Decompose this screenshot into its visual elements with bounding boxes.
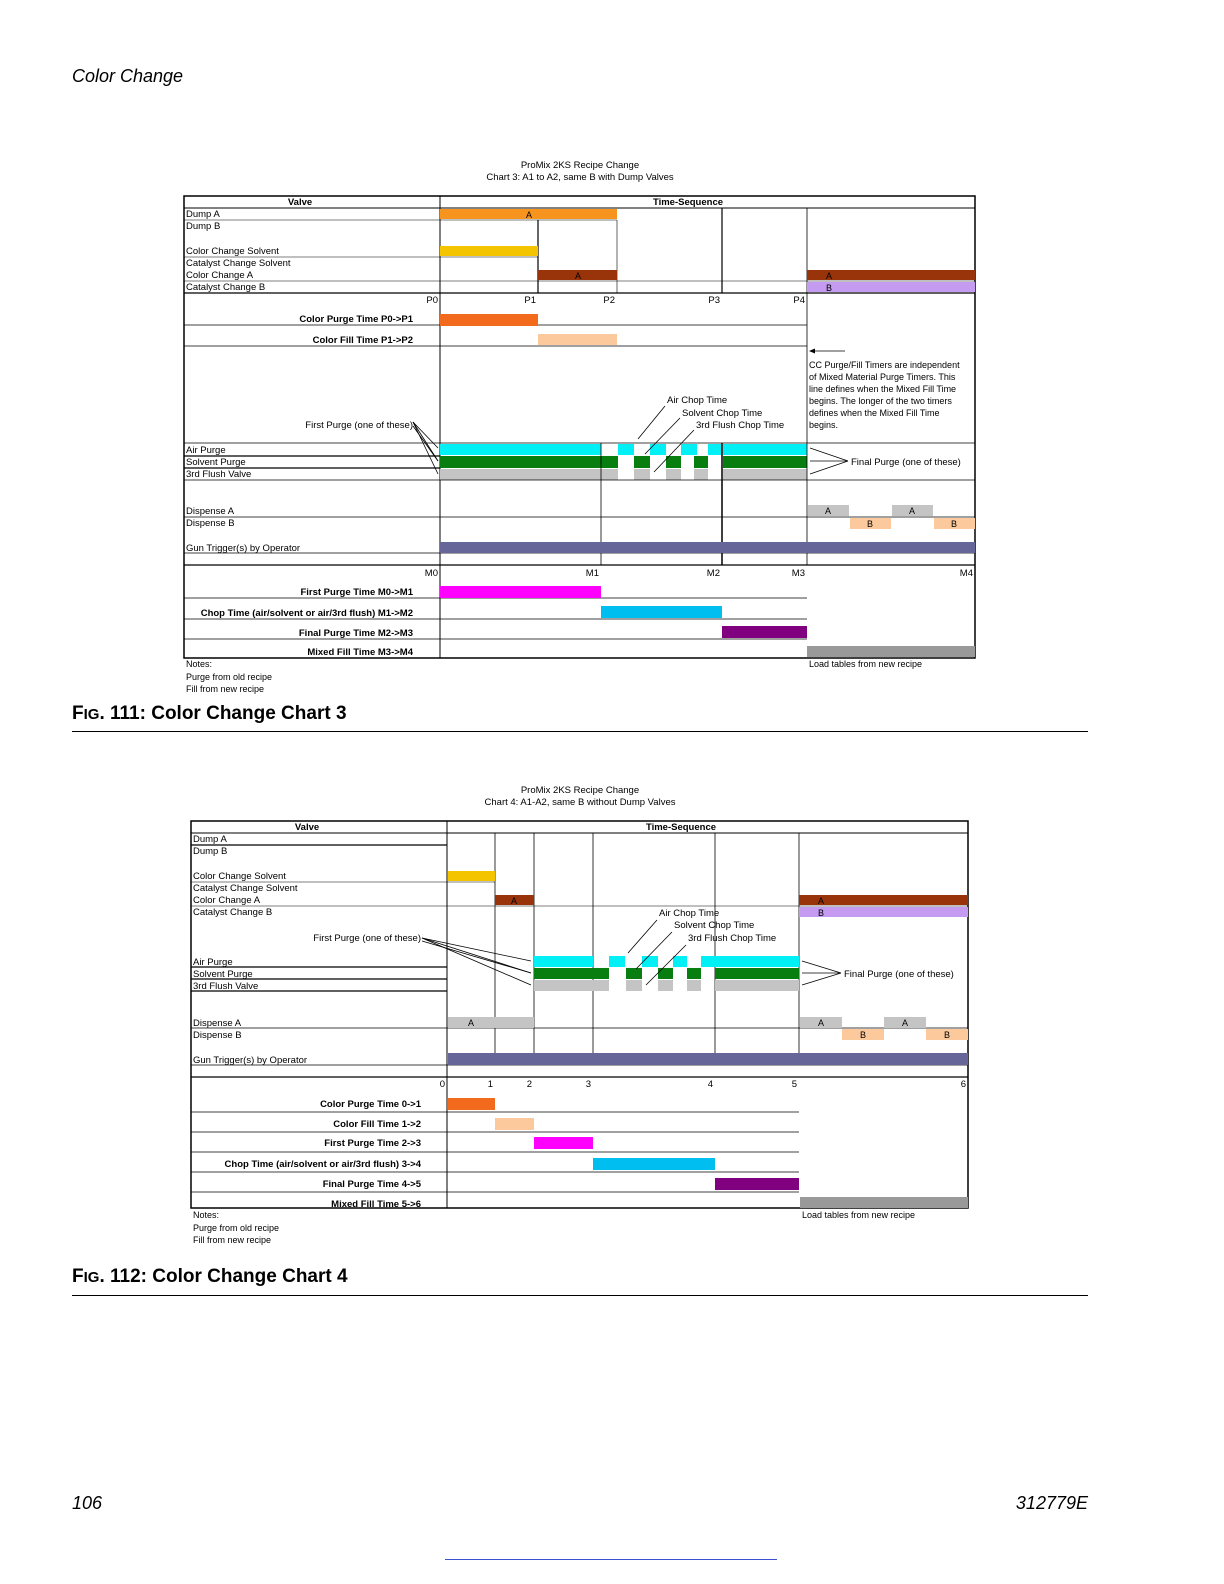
notes-line: Notes: — [186, 659, 213, 669]
gun-trigger-bar — [440, 542, 975, 553]
tick-label: M4 — [959, 568, 973, 579]
catalyst-b-bar — [799, 907, 968, 917]
final-purge-label: Final Purge (one of these) — [851, 457, 961, 468]
purge-label: Air Purge — [193, 957, 233, 968]
fig111-rule — [72, 731, 1088, 732]
chop-label: Solvent Chop Time — [674, 920, 755, 931]
timer-label: Color Purge Time P0->P1 — [299, 314, 413, 325]
valve-label: Color Change A — [193, 895, 261, 906]
dispense-a-bar — [448, 1017, 534, 1028]
third-flush-bars — [534, 980, 799, 991]
dispense-label: Dispense A — [193, 1018, 242, 1029]
valve-label: Dump A — [186, 209, 220, 220]
timer-label: Mixed Fill Time 5->6 — [331, 1199, 421, 1210]
notes-line: Fill from new recipe — [193, 1235, 272, 1245]
purge-label: Solvent Purge — [186, 457, 246, 468]
valve-label: Catalyst Change B — [186, 282, 266, 293]
final-purge-label: Final Purge (one of these) — [844, 969, 954, 980]
timer-label: First Purge Time 2->3 — [324, 1138, 421, 1149]
bar-label: A — [467, 1018, 475, 1028]
timer-label: Final Purge Time M2->M3 — [298, 628, 413, 639]
timer-label: Mixed Fill Time M3->M4 — [307, 647, 413, 658]
valve-label: Catalyst Change Solvent — [186, 258, 291, 269]
dispense-label: Dispense A — [186, 506, 235, 517]
valve-label: Dump B — [186, 221, 221, 232]
bar-label: A — [510, 896, 518, 906]
tick-label: P4 — [793, 295, 805, 306]
fig112-rule — [72, 1295, 1088, 1296]
chart3-m-axis — [425, 568, 973, 579]
color-change-a-bar — [807, 270, 975, 280]
note-line: begins. — [809, 420, 839, 430]
bar-label: A — [574, 271, 582, 281]
chop-label: Air Chop Time — [667, 395, 728, 406]
note-line: begins. The longer of the two timers — [809, 396, 952, 406]
gun-label: Gun Trigger(s) by Operator — [186, 543, 301, 554]
final-purge-time-bar — [722, 626, 807, 638]
bar-label: A — [824, 506, 832, 516]
valve-label: Dump A — [193, 834, 227, 845]
purge-label: 3rd Flush Valve — [193, 981, 259, 992]
timer-label: Chop Time (air/solvent or air/3rd flush) M1->M2 — [200, 608, 413, 619]
note-line: defines when the Mixed Fill Time — [809, 408, 940, 418]
notes-line: Notes: — [193, 1210, 220, 1220]
chop-time-bar — [593, 1158, 715, 1170]
timer-label: Color Fill Time P1->P2 — [312, 335, 413, 346]
bar-label: A — [525, 210, 533, 220]
bar-label: B — [866, 519, 874, 529]
bar-label: B — [950, 519, 958, 529]
tick-label: 2 — [526, 1079, 532, 1090]
bar-label: B — [825, 283, 833, 293]
dispense-label: Dispense B — [186, 518, 235, 529]
first-purge-time-bar — [440, 586, 601, 598]
first-purge-time-bar — [534, 1137, 593, 1149]
air-purge-bars — [534, 956, 799, 967]
bar-label: A — [825, 271, 833, 281]
chart4-title: ProMix 2KS Recipe Change — [520, 785, 640, 796]
first-purge-label: First Purge (one of these) — [313, 933, 421, 944]
tick-label: P2 — [603, 295, 615, 306]
bar-label: A — [817, 1018, 825, 1028]
chart4-col-valve: Valve — [294, 822, 320, 833]
chart3-title: ProMix 2KS Recipe Change — [520, 160, 640, 171]
chart4-subtitle: Chart 4: A1-A2, same B without Dump Valves — [484, 797, 676, 808]
chop-label: Air Chop Time — [659, 908, 720, 919]
note-line: line defines when the Mixed Fill Time — [809, 384, 957, 394]
valve-label: Color Change A — [186, 270, 254, 281]
valve-label: Dump B — [193, 846, 228, 857]
color-purge-bar — [448, 1098, 495, 1110]
tick-label: 3 — [585, 1079, 591, 1090]
chop-label: 3rd Flush Chop Time — [696, 420, 785, 431]
tick-label: 4 — [707, 1079, 713, 1090]
chart3-diagram — [0, 150, 1224, 700]
bottom-link-rule — [445, 1559, 777, 1560]
cc-timer-note — [809, 360, 960, 430]
valve-label: Color Change Solvent — [193, 871, 286, 882]
fig-prefix: F — [72, 703, 84, 724]
solvent-purge-bars — [440, 456, 807, 468]
final-purge-time-bar — [715, 1178, 799, 1190]
fig111-caption — [72, 703, 347, 725]
tick-label: M0 — [424, 568, 438, 579]
first-purge-label: First Purge (one of these) — [305, 420, 413, 431]
valve-label: Color Change Solvent — [186, 246, 279, 257]
fig-prefix: F — [72, 1266, 84, 1287]
bar-label: A — [817, 896, 825, 906]
chart4-col-time: Time-Sequence — [645, 822, 717, 833]
gun-trigger-bar — [448, 1053, 968, 1065]
valve-label: Catalyst Change Solvent — [193, 883, 298, 894]
chart3-col-valve: Valve — [287, 197, 313, 208]
dispense-label: Dispense B — [193, 1030, 242, 1041]
tick-label: 6 — [960, 1079, 966, 1090]
note-line: of Mixed Material Purge Timers. This — [809, 372, 956, 382]
fig-label: . 112: Color Change Chart 4 — [99, 1266, 348, 1287]
tick-label: 1 — [487, 1079, 493, 1090]
chop-time-bar — [601, 606, 722, 618]
purge-label: Air Purge — [186, 445, 226, 456]
tick-label: M3 — [791, 568, 805, 579]
bar-label: A — [908, 506, 916, 516]
bar-label: B — [859, 1030, 867, 1040]
note-line: CC Purge/Fill Timers are independent — [809, 360, 960, 370]
color-purge-bar — [440, 314, 538, 326]
chop-label: Solvent Chop Time — [682, 408, 763, 419]
timer-label: Color Fill Time 1->2 — [333, 1119, 421, 1130]
timer-label: Chop Time (air/solvent or air/3rd flush) 3->4 — [224, 1159, 421, 1170]
bar-label: A — [901, 1018, 909, 1028]
section-header: Color Change — [72, 66, 184, 86]
solvent-bar — [440, 246, 538, 256]
fig-prefix-small: IG — [83, 1269, 100, 1286]
chart3-valve-labels — [186, 209, 291, 293]
notes-line: Purge from old recipe — [193, 1223, 280, 1233]
mixed-fill-time-bar — [800, 1197, 968, 1208]
chop-label: 3rd Flush Chop Time — [688, 933, 777, 944]
color-change-a-bar — [799, 895, 968, 905]
chart3-subtitle: Chart 3: A1 to A2, same B with Dump Valves — [486, 172, 674, 183]
timer-label: Color Purge Time 0->1 — [320, 1099, 421, 1110]
chart3-col-time: Time-Sequence — [652, 197, 724, 208]
fig-prefix-small: IG — [83, 706, 100, 723]
chart4-axis — [440, 1079, 966, 1090]
air-purge-bars — [440, 444, 807, 455]
page-number: 106 — [72, 1493, 103, 1513]
timer-label: First Purge Time M0->M1 — [300, 587, 413, 598]
purge-label: Solvent Purge — [193, 969, 253, 980]
tick-label: 5 — [791, 1079, 797, 1090]
tick-label: M1 — [585, 568, 599, 579]
tick-label: M2 — [706, 568, 720, 579]
mixed-fill-time-bar — [807, 646, 975, 657]
chart4-diagram — [0, 775, 1224, 1250]
valve-label: Catalyst Change B — [193, 907, 273, 918]
purge-label: 3rd Flush Valve — [186, 469, 252, 480]
tick-label: 0 — [439, 1079, 445, 1090]
fig112-caption — [72, 1266, 348, 1288]
tick-label: P3 — [708, 295, 720, 306]
catalyst-b-bar — [807, 282, 975, 292]
solvent-bar — [448, 871, 495, 881]
load-tables-note: Load tables from new recipe — [809, 659, 923, 669]
chart3-p-axis — [426, 295, 805, 306]
notes-line: Fill from new recipe — [186, 684, 265, 694]
bar-label: B — [943, 1030, 951, 1040]
fig-label: . 111: Color Change Chart 3 — [99, 703, 347, 724]
bar-label: B — [817, 908, 825, 918]
notes-line: Purge from old recipe — [186, 672, 273, 682]
chart4-frame — [191, 821, 968, 1208]
tick-label: P1 — [524, 295, 536, 306]
load-tables-note: Load tables from new recipe — [802, 1210, 916, 1220]
gun-label: Gun Trigger(s) by Operator — [193, 1055, 308, 1066]
solvent-purge-bars — [534, 968, 799, 979]
tick-label: P0 — [426, 295, 438, 306]
third-flush-bars — [440, 469, 807, 480]
color-fill-bar — [495, 1118, 534, 1130]
chart4-valve-labels — [193, 834, 298, 918]
doc-number: 312779E — [1015, 1493, 1088, 1513]
timer-label: Final Purge Time 4->5 — [322, 1179, 421, 1190]
color-fill-bar — [538, 334, 617, 345]
